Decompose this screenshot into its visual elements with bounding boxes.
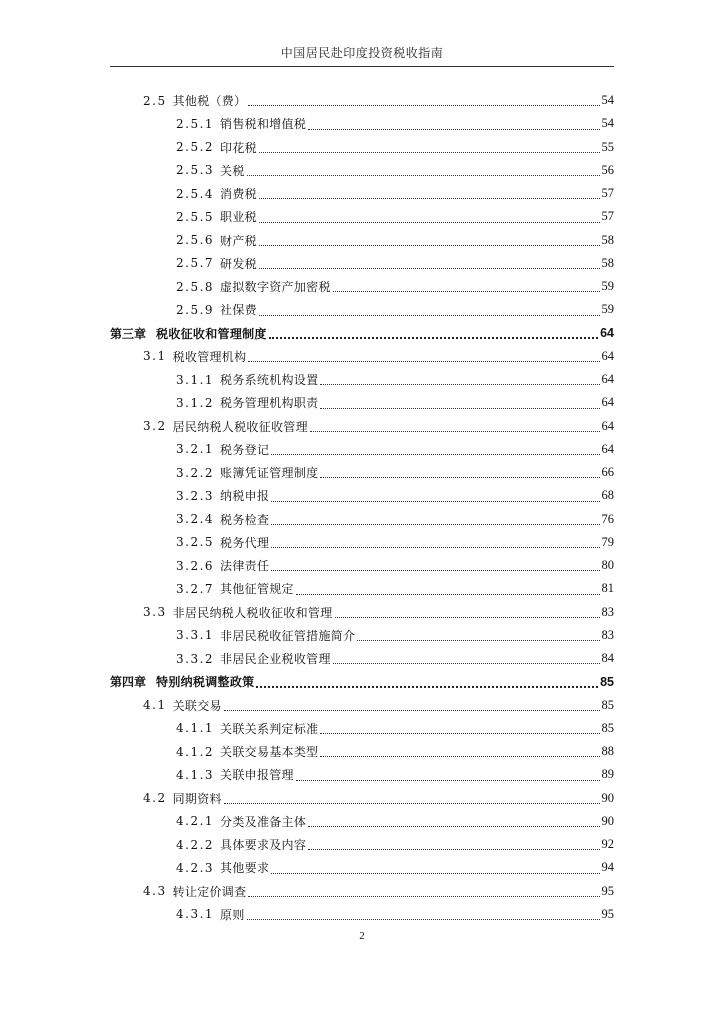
toc-entry-page: 76 bbox=[601, 511, 614, 526]
toc-entry-page: 64 bbox=[601, 441, 614, 456]
toc-entry-number: 3.2 bbox=[143, 419, 167, 434]
toc-leader-dots bbox=[296, 779, 600, 781]
toc-leader-dots bbox=[259, 267, 600, 269]
toc-entry[interactable] bbox=[110, 205, 614, 228]
toc-entry-page: 88 bbox=[601, 744, 614, 759]
toc-entry-number: 2.5.8 bbox=[176, 279, 215, 294]
toc-entry-page: 90 bbox=[601, 790, 614, 805]
toc-entry-title: 其他征管规定 bbox=[220, 582, 294, 597]
toc-leader-dots bbox=[308, 848, 599, 850]
toc-entry-title: 特别纳税调整政策 bbox=[156, 675, 255, 690]
toc-entry-number: 2.5.6 bbox=[176, 233, 215, 248]
toc-entry[interactable] bbox=[110, 415, 614, 438]
toc-entry[interactable] bbox=[110, 880, 614, 903]
toc-entry-number: 4.1 bbox=[143, 698, 167, 713]
toc-entry-number: 4.2 bbox=[143, 791, 167, 806]
toc-entry-page: 59 bbox=[601, 302, 614, 317]
table-of-contents bbox=[110, 89, 614, 926]
toc-entry-page: 64 bbox=[601, 418, 614, 433]
toc-entry-page: 83 bbox=[601, 627, 614, 642]
toc-leader-dots bbox=[248, 360, 599, 362]
toc-leader-dots bbox=[271, 872, 599, 874]
toc-entry-page: 56 bbox=[601, 162, 614, 177]
toc-entry-page: 68 bbox=[601, 488, 614, 503]
toc-entry-page: 66 bbox=[601, 465, 614, 480]
toc-entry[interactable] bbox=[110, 345, 614, 368]
toc-entry-page: 58 bbox=[601, 255, 614, 270]
toc-entry-title: 原则 bbox=[220, 907, 245, 922]
toc-entry[interactable] bbox=[110, 810, 614, 833]
toc-entry-page: 85 bbox=[601, 697, 614, 712]
toc-entry-title: 社保费 bbox=[220, 303, 257, 318]
toc-entry-number: 3.3.1 bbox=[176, 628, 215, 643]
toc-entry-page: 64 bbox=[601, 372, 614, 387]
toc-entry[interactable] bbox=[110, 531, 614, 554]
toc-entry-title: 关联交易 bbox=[172, 698, 222, 713]
toc-leader-dots bbox=[271, 546, 599, 548]
toc-chapter-entry[interactable] bbox=[110, 322, 614, 345]
toc-entry-page: 85 bbox=[600, 674, 614, 689]
toc-leader-dots bbox=[247, 174, 600, 176]
toc-entry-page: 80 bbox=[601, 558, 614, 573]
toc-leader-dots bbox=[271, 453, 599, 455]
toc-entry-title: 转让定价调查 bbox=[172, 884, 247, 899]
toc-leader-dots bbox=[224, 709, 600, 711]
toc-entry-number: 2.5.7 bbox=[176, 256, 215, 271]
toc-entry-title: 虚拟数字资产加密税 bbox=[220, 280, 331, 295]
toc-leader-dots bbox=[308, 128, 599, 130]
toc-entry-page: 55 bbox=[601, 139, 614, 154]
toc-entry[interactable] bbox=[110, 368, 614, 391]
toc-entry-number: 4.2.3 bbox=[176, 860, 215, 875]
toc-entry-title: 税务系统机构设置 bbox=[220, 373, 319, 388]
toc-entry-number: 3.3 bbox=[143, 605, 167, 620]
toc-entry-page: 85 bbox=[601, 720, 614, 735]
toc-leader-dots bbox=[296, 593, 600, 595]
toc-entry-page: 92 bbox=[601, 837, 614, 852]
toc-entry[interactable] bbox=[110, 182, 614, 205]
toc-entry-number: 2.5.9 bbox=[176, 302, 215, 317]
toc-entry-number: 3.2.6 bbox=[176, 558, 215, 573]
toc-entry-title: 关税 bbox=[220, 163, 245, 178]
toc-entry-page: 81 bbox=[601, 581, 614, 596]
toc-entry-number: 3.1.2 bbox=[176, 395, 215, 410]
toc-entry-number: 3.2.2 bbox=[176, 465, 215, 480]
toc-entry-title: 其他要求 bbox=[220, 861, 270, 876]
toc-entry-number: 3.2.5 bbox=[176, 535, 215, 550]
toc-entry-number: 3.3.2 bbox=[176, 651, 215, 666]
toc-entry-title: 非居民企业税收管理 bbox=[220, 652, 331, 667]
toc-leader-dots bbox=[259, 221, 600, 223]
toc-entry[interactable] bbox=[110, 740, 614, 763]
toc-leader-dots bbox=[271, 523, 599, 525]
toc-leader-dots bbox=[333, 290, 600, 292]
toc-entry-number: 3.1.1 bbox=[176, 372, 215, 387]
toc-entry-number: 4.1.3 bbox=[176, 767, 215, 782]
toc-entry-number: 2.5.3 bbox=[176, 163, 215, 178]
toc-entry-number: 3.2.3 bbox=[176, 488, 215, 503]
toc-entry-page: 89 bbox=[601, 767, 614, 782]
toc-entry-title: 财产税 bbox=[220, 233, 257, 248]
toc-entry-page: 57 bbox=[601, 186, 614, 201]
toc-entry-number: 4.1.2 bbox=[176, 744, 215, 759]
toc-leader-dots bbox=[259, 151, 600, 153]
toc-entry[interactable] bbox=[110, 647, 614, 670]
toc-leader-dots bbox=[224, 802, 600, 804]
toc-entry[interactable] bbox=[110, 275, 614, 298]
toc-leader-dots bbox=[333, 662, 600, 664]
toc-entry-title: 税务代理 bbox=[220, 535, 270, 550]
toc-leader-dots bbox=[259, 314, 600, 316]
toc-entry-title: 税收征收和管理制度 bbox=[156, 326, 267, 341]
toc-entry-number: 3.1 bbox=[143, 349, 167, 364]
page-header-title: 中国居民赴印度投资税收指南 bbox=[280, 46, 444, 60]
toc-entry-title: 具体要求及内容 bbox=[220, 838, 307, 853]
toc-entry-title: 非居民纳税人税收征收和管理 bbox=[172, 605, 333, 620]
toc-leader-dots bbox=[269, 336, 598, 339]
toc-leader-dots bbox=[320, 732, 599, 734]
toc-entry-page: 84 bbox=[601, 651, 614, 666]
toc-entry-title: 同期资料 bbox=[172, 791, 222, 806]
toc-entry[interactable] bbox=[110, 159, 614, 182]
toc-leader-dots bbox=[308, 825, 599, 827]
toc-entry[interactable] bbox=[110, 554, 614, 577]
toc-entry-number: 4.3.1 bbox=[176, 907, 215, 922]
toc-entry-number: 4.3 bbox=[143, 884, 167, 899]
toc-entry[interactable] bbox=[110, 391, 614, 414]
toc-entry[interactable] bbox=[110, 903, 614, 926]
toc-entry-number: 第三章 bbox=[110, 326, 147, 341]
toc-entry[interactable] bbox=[110, 229, 614, 252]
toc-entry-page: 64 bbox=[600, 326, 614, 341]
toc-entry-title: 税收管理机构 bbox=[172, 349, 247, 364]
toc-entry-title: 纳税申报 bbox=[220, 489, 270, 504]
toc-leader-dots bbox=[248, 895, 599, 897]
toc-entry-title: 居民纳税人税收征收管理 bbox=[172, 419, 308, 434]
toc-entry-page: 79 bbox=[601, 534, 614, 549]
toc-leader-dots bbox=[310, 430, 600, 432]
toc-entry-number: 4.2.2 bbox=[176, 837, 215, 852]
toc-entry[interactable] bbox=[110, 438, 614, 461]
toc-entry-title: 分类及准备主体 bbox=[220, 814, 307, 829]
toc-entry-number: 3.2.1 bbox=[176, 442, 215, 457]
toc-entry-title: 账簿凭证管理制度 bbox=[220, 466, 319, 481]
toc-leader-dots bbox=[271, 569, 599, 571]
toc-entry-title: 税务管理机构职责 bbox=[220, 396, 319, 411]
toc-entry-number: 3.2.4 bbox=[176, 512, 215, 527]
toc-leader-dots bbox=[256, 685, 598, 688]
toc-entry[interactable] bbox=[110, 112, 614, 135]
toc-leader-dots bbox=[320, 407, 599, 409]
toc-entry-title: 消费税 bbox=[220, 187, 257, 202]
toc-entry-number: 3.2.7 bbox=[176, 581, 215, 596]
toc-entry-page: 54 bbox=[601, 116, 614, 131]
toc-entry[interactable] bbox=[110, 89, 614, 112]
toc-entry-page: 64 bbox=[601, 395, 614, 410]
toc-entry-title: 关联关系判定标准 bbox=[220, 721, 319, 736]
toc-entry-title: 印花税 bbox=[220, 140, 257, 155]
toc-entry[interactable] bbox=[110, 694, 614, 717]
toc-entry-page: 64 bbox=[601, 348, 614, 363]
toc-entry-number: 2.5.5 bbox=[176, 209, 215, 224]
toc-entry-page: 83 bbox=[601, 604, 614, 619]
toc-entry-title: 关联申报管理 bbox=[220, 768, 294, 783]
toc-entry-title: 税务登记 bbox=[220, 442, 270, 457]
toc-entry-title: 销售税和增值税 bbox=[220, 117, 307, 132]
toc-leader-dots bbox=[247, 918, 600, 920]
toc-entry[interactable] bbox=[110, 763, 614, 786]
toc-entry-number: 2.5.2 bbox=[176, 140, 215, 155]
toc-entry-number: 4.2.1 bbox=[176, 814, 215, 829]
toc-entry[interactable] bbox=[110, 601, 614, 624]
toc-entry-number: 4.1.1 bbox=[176, 721, 215, 736]
toc-entry[interactable] bbox=[110, 484, 614, 507]
toc-entry-page: 58 bbox=[601, 232, 614, 247]
toc-entry[interactable] bbox=[110, 508, 614, 531]
toc-entry[interactable] bbox=[110, 856, 614, 879]
toc-entry-number: 2.5.1 bbox=[176, 116, 215, 131]
toc-leader-dots bbox=[320, 476, 599, 478]
toc-leader-dots bbox=[259, 244, 600, 246]
toc-entry-title: 职业税 bbox=[220, 210, 257, 225]
toc-entry-page: 95 bbox=[601, 906, 614, 921]
toc-entry-number: 2.5.4 bbox=[176, 186, 215, 201]
toc-entry-page: 59 bbox=[601, 279, 614, 294]
toc-entry-title: 其他税（费） bbox=[172, 94, 247, 109]
toc-entry-page: 57 bbox=[601, 209, 614, 224]
toc-entry-page: 54 bbox=[601, 93, 614, 108]
toc-entry[interactable] bbox=[110, 624, 614, 647]
toc-leader-dots bbox=[320, 383, 599, 385]
toc-entry-title: 关联交易基本类型 bbox=[220, 745, 319, 760]
toc-entry-title: 非居民税收征管措施简介 bbox=[220, 628, 356, 643]
page-number: 2 bbox=[359, 930, 365, 942]
toc-entry-page: 90 bbox=[601, 813, 614, 828]
toc-leader-dots bbox=[271, 500, 599, 502]
toc-entry[interactable] bbox=[110, 461, 614, 484]
toc-entry-title: 法律责任 bbox=[220, 559, 270, 574]
toc-entry-page: 94 bbox=[601, 860, 614, 875]
toc-leader-dots bbox=[259, 197, 600, 199]
toc-entry[interactable] bbox=[110, 252, 614, 275]
toc-entry[interactable] bbox=[110, 787, 614, 810]
toc-leader-dots bbox=[357, 639, 599, 641]
toc-leader-dots bbox=[248, 104, 599, 106]
toc-entry[interactable] bbox=[110, 298, 614, 321]
toc-leader-dots bbox=[335, 616, 600, 618]
toc-entry-page: 95 bbox=[601, 883, 614, 898]
toc-entry[interactable] bbox=[110, 717, 614, 740]
toc-entry-title: 研发税 bbox=[220, 256, 257, 271]
toc-chapter-entry[interactable] bbox=[110, 670, 614, 693]
toc-entry-title: 税务检查 bbox=[220, 512, 270, 527]
toc-leader-dots bbox=[320, 755, 599, 757]
toc-entry[interactable] bbox=[110, 577, 614, 600]
toc-entry-number: 第四章 bbox=[110, 675, 147, 690]
header-divider bbox=[110, 66, 614, 67]
toc-entry[interactable] bbox=[110, 833, 614, 856]
toc-entry[interactable] bbox=[110, 136, 614, 159]
toc-entry-number: 2.5 bbox=[143, 93, 167, 108]
